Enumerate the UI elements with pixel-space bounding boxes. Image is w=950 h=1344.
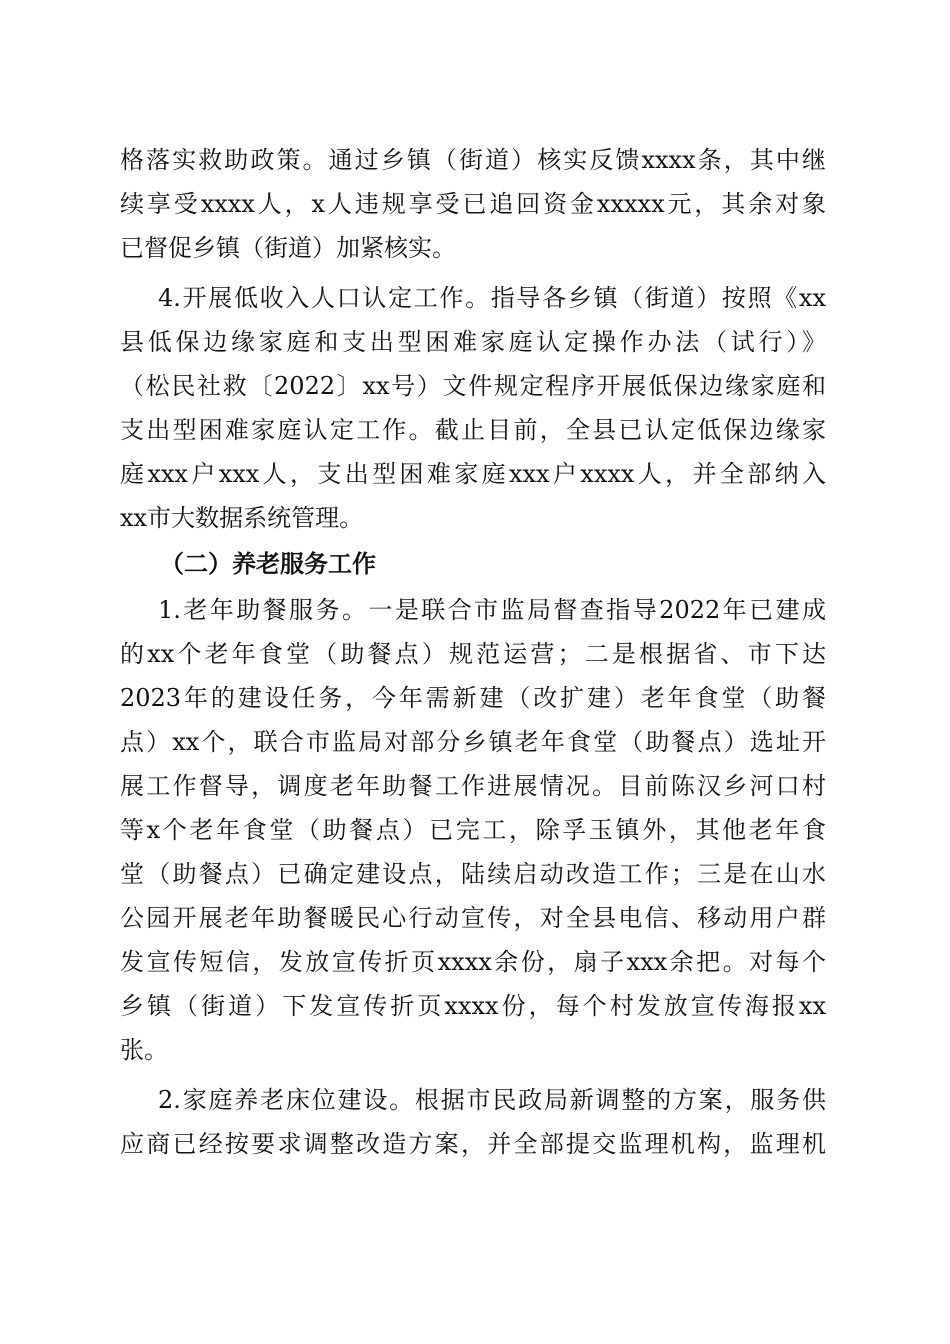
text-line: （松民社救〔2022〕xx号）文件规定程序开展低保边缘家庭和 <box>120 372 826 400</box>
text-line: 堂（助餐点）已确定建设点，陆续启动改造工作；三是在山水 <box>120 860 826 888</box>
text-line: 发宣传短信，发放宣传折页xxxx余份，扇子xxx余把。对每个 <box>120 948 826 976</box>
text-line: 县低保边缘家庭和支出型困难家庭认定操作办法（试行）》 <box>120 328 826 356</box>
text-line: 已督促乡镇（街道）加紧核实。 <box>120 234 456 262</box>
text-line: 4.开展低收入人口认定工作。指导各乡镇（街道）按照《xx <box>158 284 826 312</box>
text-line: 的xx个老年食堂（助餐点）规范运营；二是根据省、市下达 <box>120 640 826 668</box>
text-line: 2023年的建设任务，今年需新建（改扩建）老年食堂（助餐 <box>120 684 826 712</box>
text-line: 庭xxx户xxx人，支出型困难家庭xxx户xxxx人，并全部纳入 <box>120 460 826 488</box>
text-line: 等x个老年食堂（助餐点）已完工，除孚玉镇外，其他老年食 <box>120 816 826 844</box>
text-line: 2.家庭养老床位建设。根据市民政局新调整的方案，服务供 <box>158 1086 826 1114</box>
text-line: 格落实救助政策。通过乡镇（街道）核实反馈xxxx条，其中继 <box>120 146 826 174</box>
text-line: 支出型困难家庭认定工作。截止目前，全县已认定低保边缘家 <box>120 416 826 444</box>
text-line: xx市大数据系统管理。 <box>120 504 364 532</box>
text-line: 张。 <box>120 1036 168 1064</box>
text-line: 公园开展老年助餐暖民心行动宣传，对全县电信、移动用户群 <box>120 904 826 932</box>
text-line: 展工作督导，调度老年助餐工作进展情况。目前陈汉乡河口村 <box>120 772 826 800</box>
text-line: 续享受xxxx人，x人违规享受已追回资金xxxxx元，其余对象 <box>120 190 826 218</box>
section-heading: （二）养老服务工作 <box>160 550 376 578</box>
text-line: 乡镇（街道）下发宣传折页xxxx份，每个村发放宣传海报xx <box>120 992 826 1020</box>
text-line: 应商已经按要求调整改造方案，并全部提交监理机构，监理机 <box>120 1130 826 1158</box>
text-line: 1.老年助餐服务。一是联合市监局督查指导2022年已建成 <box>158 596 826 624</box>
text-line: 点）xx个，联合市监局对部分乡镇老年食堂（助餐点）选址开 <box>120 728 826 756</box>
